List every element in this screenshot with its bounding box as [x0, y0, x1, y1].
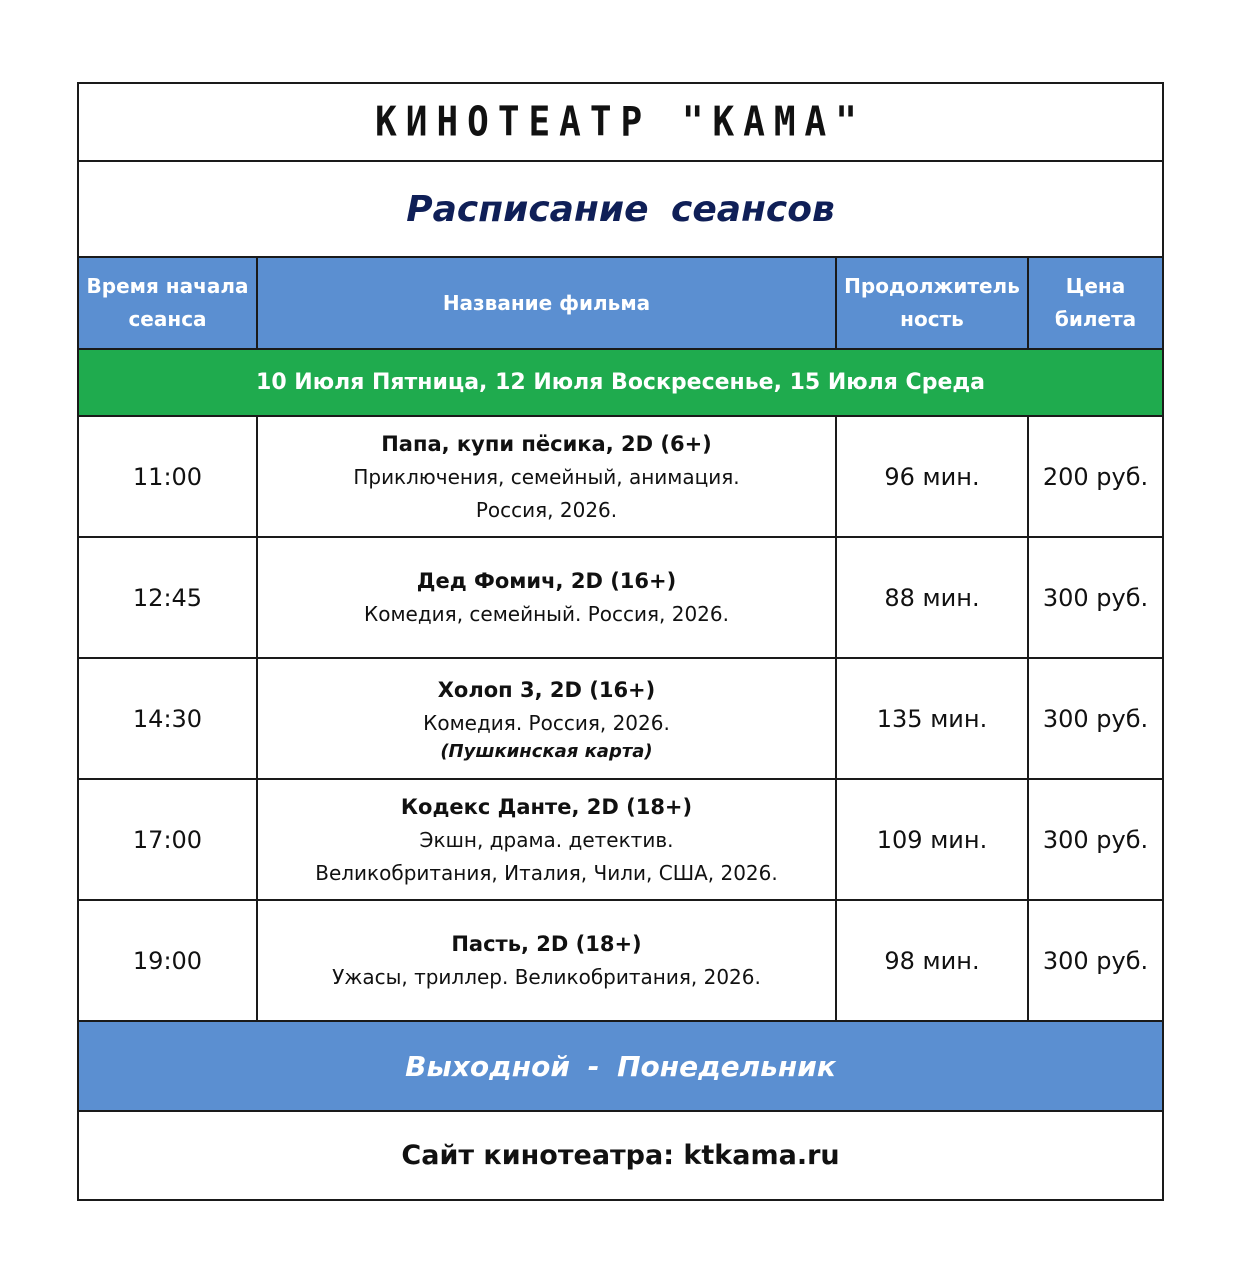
session-film: [257, 779, 836, 900]
session-film: [257, 537, 836, 658]
website-text: Сайт кинотеатра: ktkama.ru: [78, 1111, 1163, 1200]
session-time: 19:00: [78, 900, 257, 1021]
schedule-subtitle: Расписание сеансов: [406, 188, 835, 230]
schedule-table: [77, 82, 1164, 1201]
session-film: [257, 900, 836, 1021]
film-info: Ужасы, триллер. Великобритания, 2026.: [332, 965, 761, 989]
film-title: Пасть, 2D (18+): [451, 932, 642, 956]
cinema-title-row: [78, 83, 1163, 161]
table-row: [78, 779, 1163, 900]
pushkin-card-note: (Пушкинская карта): [440, 741, 653, 762]
table-row: [78, 416, 1163, 537]
dates-row: [78, 349, 1163, 416]
film-info: Комедия, семейный. Россия, 2026.: [364, 602, 729, 626]
session-film: [257, 416, 836, 537]
session-price: 300 руб.: [1028, 658, 1163, 779]
film-info: Экшн, драма. детектив.: [419, 827, 674, 852]
cinema-title-cell: [78, 83, 1163, 161]
film-title: Папа, купи пёсика, 2D (6+): [381, 431, 712, 456]
session-time: 11:00: [78, 416, 257, 537]
cinema-title: КИНОТЕАТР "КАМА": [375, 98, 866, 146]
session-price: 300 руб.: [1028, 537, 1163, 658]
header-duration: [836, 257, 1028, 349]
day-off-row: [78, 1021, 1163, 1111]
film-title: Кодекс Данте, 2D (18+): [400, 794, 693, 819]
header-time: [78, 257, 257, 349]
table-row: [78, 900, 1163, 1021]
film-title: Дед Фомич, 2D (16+): [416, 569, 677, 593]
header-title-label: Название фильма: [442, 290, 651, 315]
table-row: [78, 658, 1163, 779]
dates-banner: 10 Июля Пятница, 12 Июля Воскресенье, 15 Июля Среда: [78, 349, 1163, 416]
session-duration: 88 мин.: [836, 537, 1028, 658]
film-info-extra: Россия, 2026.: [475, 497, 618, 522]
session-duration: 96 мин.: [836, 416, 1028, 537]
subtitle-cell: [78, 161, 1163, 257]
film-info: Комедия. Россия, 2026.: [423, 711, 670, 735]
film-info: Приключения, семейный, анимация.: [353, 464, 740, 489]
session-price: 200 руб.: [1028, 416, 1163, 537]
website-row: [78, 1111, 1163, 1200]
header-title: [257, 257, 836, 349]
film-info-extra: Великобритания, Италия, Чили, США, 2026.: [315, 860, 778, 885]
column-header-row: [78, 257, 1163, 349]
table-row: [78, 537, 1163, 658]
header-time-line1: Время начала: [86, 274, 249, 298]
session-time: 17:00: [78, 779, 257, 900]
session-time: 12:45: [78, 537, 257, 658]
session-duration: 98 мин.: [836, 900, 1028, 1021]
day-off-banner: Выходной - Понедельник: [78, 1021, 1163, 1111]
header-price: [1028, 257, 1163, 349]
session-duration: 109 мин.: [836, 779, 1028, 900]
film-title: Холоп 3, 2D (16+): [437, 678, 656, 702]
session-duration: 135 мин.: [836, 658, 1028, 779]
subtitle-row: [78, 161, 1163, 257]
header-price-line1: Цена: [1065, 274, 1126, 298]
session-time: 14:30: [78, 658, 257, 779]
header-duration-line2: ность: [900, 307, 964, 331]
session-film: [257, 658, 836, 779]
session-price: 300 руб.: [1028, 779, 1163, 900]
header-duration-line1: Продолжитель: [844, 274, 1020, 298]
session-price: 300 руб.: [1028, 900, 1163, 1021]
header-time-line2: сеанса: [128, 307, 207, 331]
header-price-line2: билета: [1054, 307, 1137, 331]
